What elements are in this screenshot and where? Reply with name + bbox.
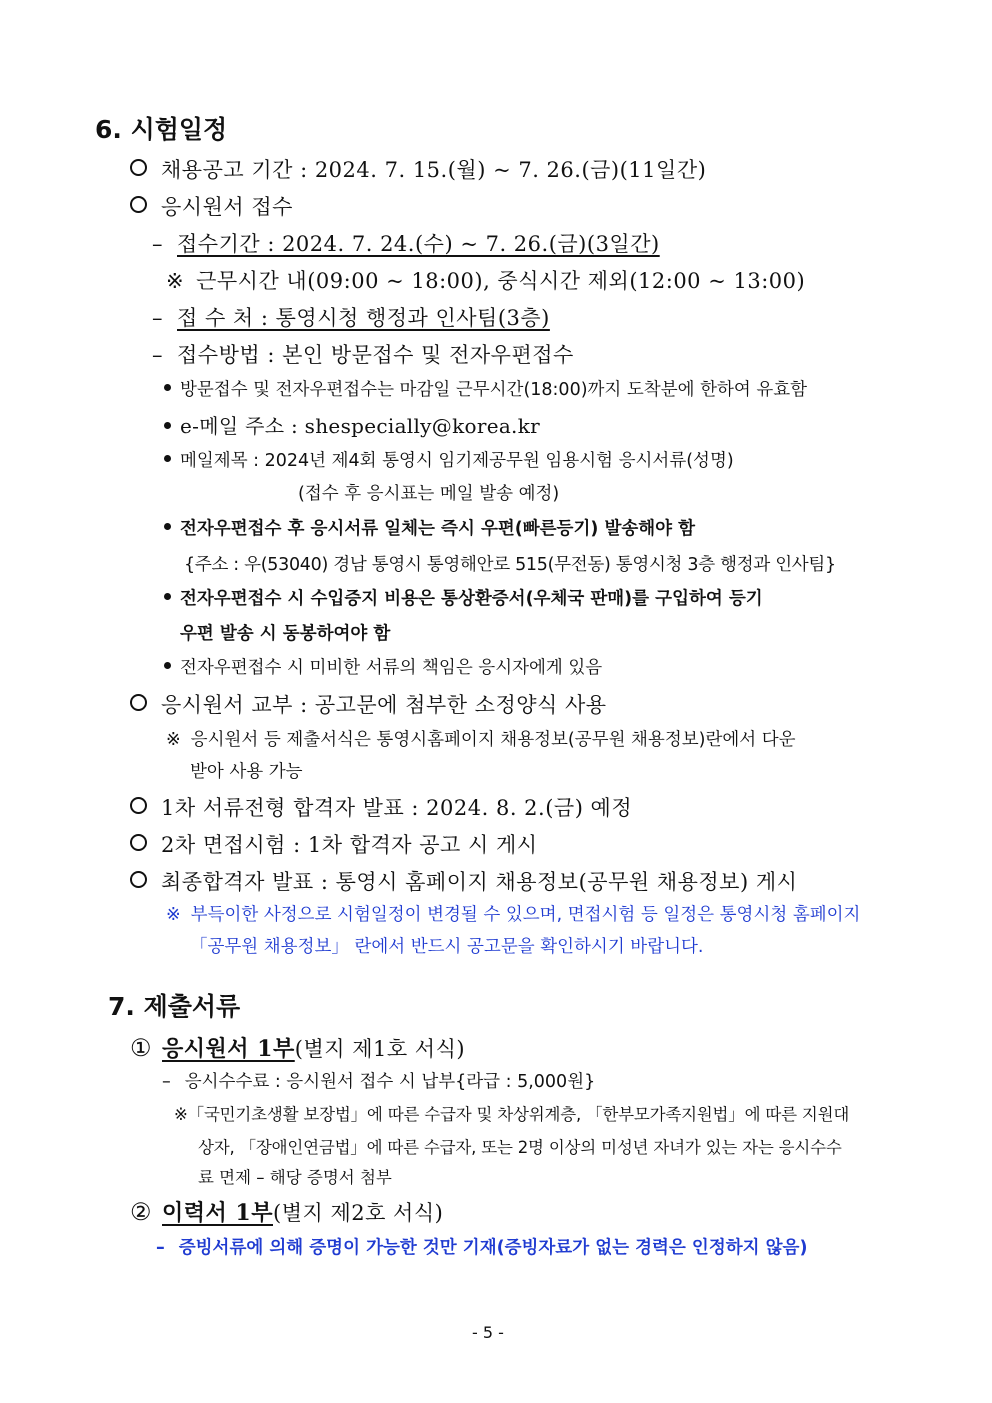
- dash-bullet-icon: –: [162, 1072, 171, 1092]
- dot-bullet-icon: [164, 455, 171, 462]
- circle-bullet-icon: [130, 797, 147, 814]
- item1-fee: – 응시수수료 : 응시원서 접수 시 납부{라급 : 5,000원}: [162, 1072, 596, 1092]
- form-note-line2: 받아 사용 가능: [190, 762, 303, 782]
- dot-bullet-icon: [164, 384, 171, 391]
- change-notice-line1: ※ 부득이한 사정으로 시험일정이 변경될 수 있으며, 면접시험 등 일정은 통영시청 홈페이지: [166, 905, 861, 925]
- reference-mark-icon: ※: [166, 269, 185, 293]
- form-distribution: 응시원서 교부 : 공고문에 첨부한 소정양식 사용: [130, 692, 607, 718]
- circle-bullet-icon: [130, 159, 147, 176]
- form-note-line1: ※ 응시원서 등 제출서식은 통영시홈페이지 채용정보(공무원 채용정보)란에서 다운: [166, 730, 796, 750]
- reference-mark-icon: ※: [166, 905, 181, 925]
- receipt-place: – 접 수 처 : 통영시청 행정과 인사팀(3층): [152, 306, 550, 330]
- dot-bullet-icon: [164, 523, 171, 530]
- first-result: 1차 서류전형 합격자 발표 : 2024. 8. 2.(금) 예정: [130, 795, 632, 821]
- receipt-period: – 접수기간 : 2024. 7. 24.(수) ~ 7. 26.(금)(3일간): [152, 232, 660, 256]
- post-required: 전자우편접수 후 응시서류 일체는 즉시 우편(빠른등기) 발송해야 함: [164, 519, 695, 541]
- dash-bullet-icon: –: [152, 306, 163, 330]
- stamp-note-line1: 전자우편접수 시 수입증지 비용은 통상환증서(우체국 판매)를 구입하여 등기: [164, 589, 763, 611]
- dot-bullet-icon: [164, 422, 171, 429]
- circle-bullet-icon: [130, 871, 147, 888]
- circle-bullet-icon: [130, 834, 147, 851]
- item1-exempt-line2: 상자, 「장애인연금법」에 따른 수급자, 또는 2명 이상의 미성년 자녀가 있는 자는 응시수수: [198, 1138, 842, 1157]
- dot-bullet-icon: [164, 662, 171, 669]
- item1-exempt-line3: 료 면제 – 해당 증명서 첨부: [198, 1168, 392, 1187]
- receipt-hours: ※ 근무시간 내(09:00 ~ 18:00), 중식시간 제외(12:00 ~ 13:00): [166, 269, 806, 293]
- dash-bullet-icon: –: [152, 232, 163, 256]
- change-notice-line2: 「공무원 채용정보」 란에서 반드시 공고문을 확인하시기 바랍니다.: [190, 937, 704, 957]
- circled-number-2: ②: [130, 1198, 153, 1226]
- application-receipt: 응시원서 접수: [130, 194, 293, 220]
- page-number: - 5 -: [472, 1323, 504, 1342]
- office-address: {주소 : 우(53040) 경남 통영시 통영해안로 515(무전동) 통영시청 3층 행정과 인사팀}: [184, 555, 836, 575]
- section7-title: 7. 제출서류: [108, 992, 241, 1021]
- circled-number-1: ①: [130, 1034, 153, 1062]
- item1-exempt-line1: ※「국민기초생활 보장법」에 따른 수급자 및 차상위계층, 「한부모가족지원법」에 따른 지원대: [174, 1105, 850, 1124]
- notice-period: 채용공고 기간 : 2024. 7. 15.(월) ~ 7. 26.(금)(11일간): [130, 157, 706, 183]
- second-interview: 2차 면접시험 : 1차 합격자 공고 시 게시: [130, 832, 538, 858]
- receipt-method: – 접수방법 : 본인 방문접수 및 전자우편접수: [152, 343, 574, 367]
- final-result: 최종합격자 발표 : 통영시 홈페이지 채용정보(공무원 채용정보) 게시: [130, 869, 797, 895]
- responsibility-note: 전자우편접수 시 미비한 서류의 책임은 응시자에게 있음: [164, 658, 602, 680]
- dot-bullet-icon: [164, 593, 171, 600]
- visit-note: 방문접수 및 전자우편접수는 마감일 근무시간(18:00)까지 도착분에 한하여 유효함: [164, 380, 807, 402]
- circle-bullet-icon: [130, 694, 147, 711]
- mail-subject: 메일제목 : 2024년 제4회 통영시 임기제공무원 임용시험 응시서류(성명): [164, 451, 734, 473]
- stamp-note-line2: 우편 발송 시 동봉하여야 함: [180, 624, 391, 644]
- dash-bullet-icon: –: [152, 343, 163, 367]
- item2-heading: ② 이력서 1부(별지 제2호 서식): [130, 1198, 444, 1226]
- reference-mark-icon: ※: [174, 1105, 188, 1124]
- item1-heading: ① 응시원서 1부(별지 제1호 서식): [130, 1034, 466, 1062]
- dash-bullet-icon: –: [156, 1238, 165, 1258]
- item2-note: – 증빙서류에 의해 증명이 가능한 것만 기재(증빙자료가 없는 경력은 인정하지 않음): [156, 1238, 808, 1258]
- circle-bullet-icon: [130, 196, 147, 213]
- reference-mark-icon: ※: [166, 730, 181, 750]
- section6-title: 6. 시험일정: [95, 115, 228, 144]
- email-address: e-메일 주소 : shespecially@korea.kr: [164, 414, 540, 439]
- mail-subject-sub: (접수 후 응시표는 메일 발송 예정): [298, 484, 560, 504]
